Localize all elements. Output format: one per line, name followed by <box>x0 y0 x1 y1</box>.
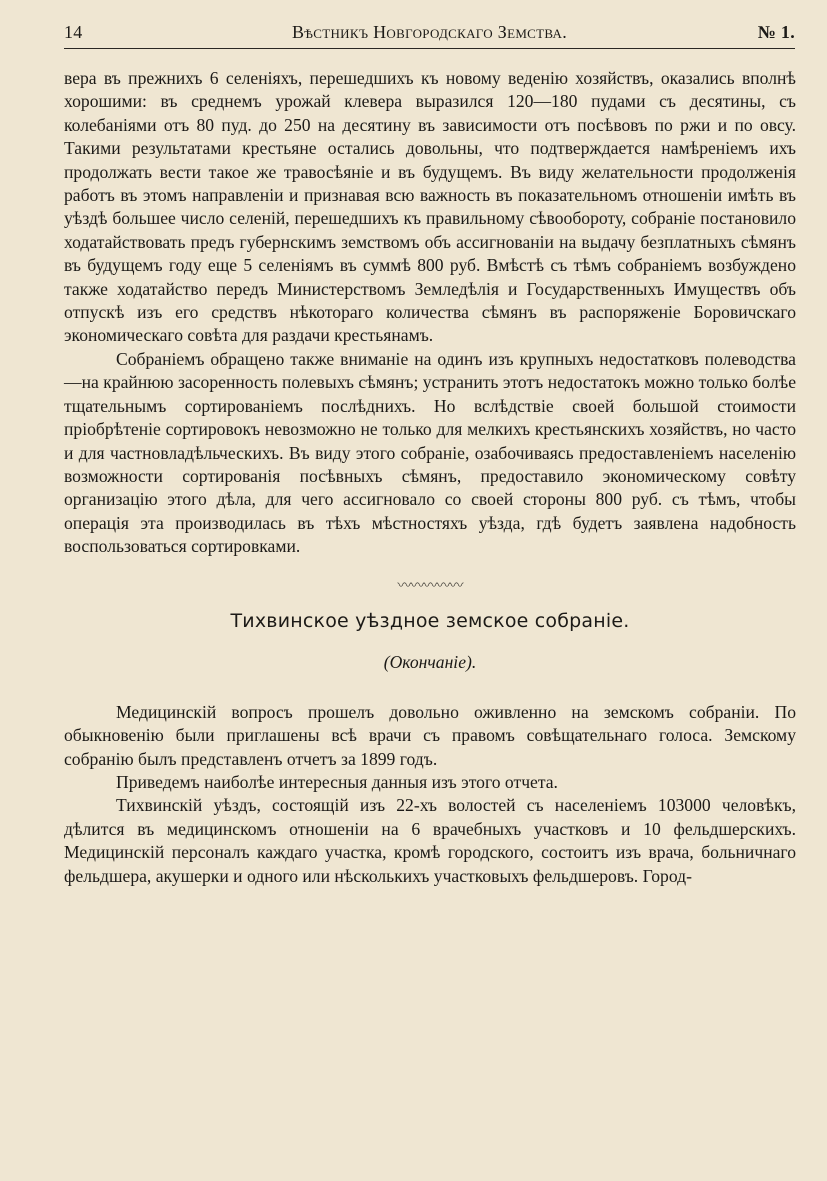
section-subtitle: (Окончаніе). <box>383 652 477 673</box>
article-body <box>64 67 796 888</box>
running-header <box>64 18 795 49</box>
paragraph: Собраніемъ обращено также вниманіе на одинъ изъ крупныхъ недостатковъ полеводства—на крайнюю засоренность полевыхъ сѣмянъ; устранить этотъ недостатокъ можно только болѣе тщательнымъ сортированіемъ послѣднихъ. Но вслѣдствіе своей большой стоимости пріобрѣтеніе сортировокъ невозможно не только для мелкихъ крестьянскихъ хозяйствъ, но часто и для частновладѣльческихъ. Въ виду этого собраніе, озабочиваясь предоставленіемъ населенію возможности сортированія посѣвныхъ сѣмянъ, предоставило экономическому совѣту организацію этого дѣла, для чего ассигновало со своей стороны 800 руб. съ тѣмъ, чтобы операція эта производилась въ тѣхъ мѣстностяхъ уѣзда, гдѣ будетъ заявлена надобность воспользоваться сортировками. <box>64 348 796 557</box>
issue-number: № 1. <box>757 22 795 42</box>
section-title: Тихвинское уѣздное земское собраніе. <box>230 609 630 632</box>
paragraph: Медицинскій вопросъ прошелъ довольно оживленно на земскомъ собраніи. По обыкновенію были приглашены всѣ врачи съ правомъ совѣщательнаго голоса. Земскому собранію былъ представленъ отчетъ за 1899 годъ. <box>64 701 796 769</box>
page-number: 14 <box>64 22 83 42</box>
section-divider: 〰〰〰〰〰 <box>397 578 463 594</box>
journal-title: Вѣстникъ Новгородскаго Земства. <box>291 22 568 42</box>
paragraph: Тихвинскій уѣздъ, состоящій изъ 22-хъ волостей съ населеніемъ 103000 человѣкъ, дѣлится въ медицинскомъ отношеніи на 6 врачебныхъ участковъ и 10 фельдшерскихъ. Медицинскій персоналъ каждаго участка, кромѣ городского, состоитъ изъ врача, больничнаго фельдшера, акушерки и одного или нѣсколькихъ участковыхъ фельдшеровъ. Город- <box>64 795 796 886</box>
paragraph: вера въ прежнихъ 6 селеніяхъ, перешедшихъ къ новому веденію хозяйствъ, оказались вполнѣ хорошими: въ среднемъ урожай клевера выразился 120—180 пудами съ десятины, съ колебаніями отъ 80 пуд. до 250 на десятину въ зависимости отъ посѣвовъ по ржи и по овсу. Такими результатами крестьяне остались довольны, что подтверждается намѣреніемъ ихъ продолжать вести такое же травосѣяніе и въ будущемъ. Въ виду желательности продолженія работъ въ этомъ направленіи и признавая всю важность въ показательномъ отношеніи имѣть въ уѣздѣ большее число селеній, перешедшихъ къ правильному сѣвообороту, собраніе постановило ходатайствовать предъ губернскимъ земствомъ объ ассигнованіи на выдачу безплатныхъ сѣмянъ въ будущемъ году еще 5 селеніямъ въ суммѣ 800 руб. Вмѣстѣ съ тѣмъ собраніемъ возбуждено также ходатайство передъ Министерствомъ Земледѣлія и Государственныхъ Имуществъ объ отпускѣ изъ его средствъ нѣкотораго количества сѣмянъ въ распоряженіе Боровичскаго экономическаго совѣта для раздачи крестьянамъ. <box>64 68 796 346</box>
paragraph: Приведемъ наиболѣе интересныя данныя изъ этого отчета. <box>116 771 558 792</box>
